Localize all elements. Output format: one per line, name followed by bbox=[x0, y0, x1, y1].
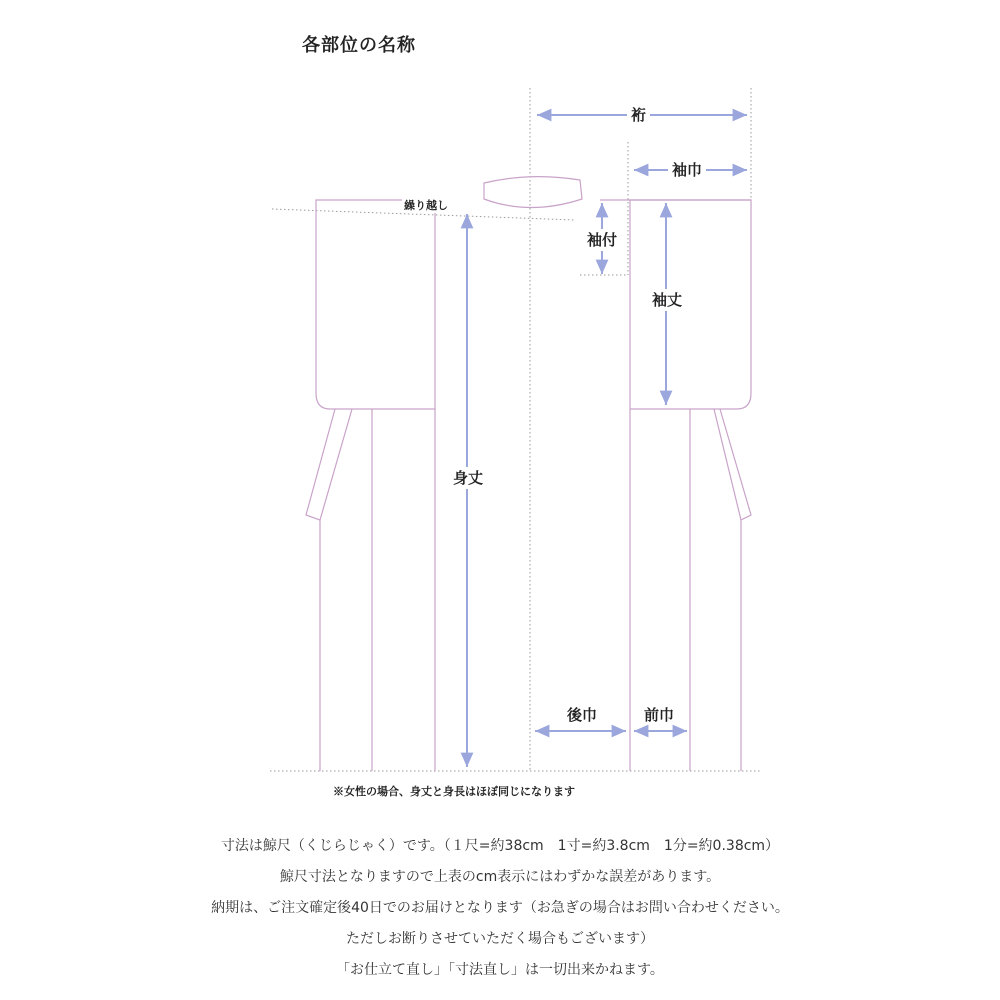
label-sodetake: 袖丈 bbox=[652, 291, 683, 309]
guide-lines bbox=[270, 88, 760, 771]
label-sodehaba: 袖巾 bbox=[668, 161, 706, 179]
note-line: ただしお断りさせていただく場合もございます） bbox=[346, 931, 654, 947]
measurement-arrows bbox=[467, 115, 747, 767]
label-mitake: 身丈 bbox=[453, 469, 484, 487]
label-kurikoshi: 繰り越し bbox=[404, 199, 448, 212]
page-title: 各部位の名称 bbox=[302, 35, 416, 56]
label-maehaba: 前巾 bbox=[644, 706, 675, 724]
label-sodetsuke: 袖付 bbox=[587, 231, 618, 249]
label-ushirohaba: 後巾 bbox=[567, 706, 598, 724]
note-line: 鯨尺寸法となりますので上表のcm表示にはわずかな誤差があります。 bbox=[279, 869, 721, 885]
note-line: 「お仕立て直し」「寸法直し」は一切出来かねます。 bbox=[336, 962, 664, 978]
footnote: ※女性の場合、身丈と身長はほぼ同じになります bbox=[333, 785, 575, 798]
note-line: 納期は、ご注文確定後40日でのお届けとなります（お急ぎの場合はお問い合わせください。 bbox=[211, 900, 789, 916]
note-line: 寸法は鯨尺（くじらじゃく）です。（１尺=約38cm 1寸=約3.8cm 1分=約0.38cm） bbox=[220, 838, 780, 854]
label-yuki: 裄 bbox=[627, 106, 650, 124]
kimono-outline bbox=[306, 177, 751, 771]
notes-block bbox=[0, 835, 1000, 990]
